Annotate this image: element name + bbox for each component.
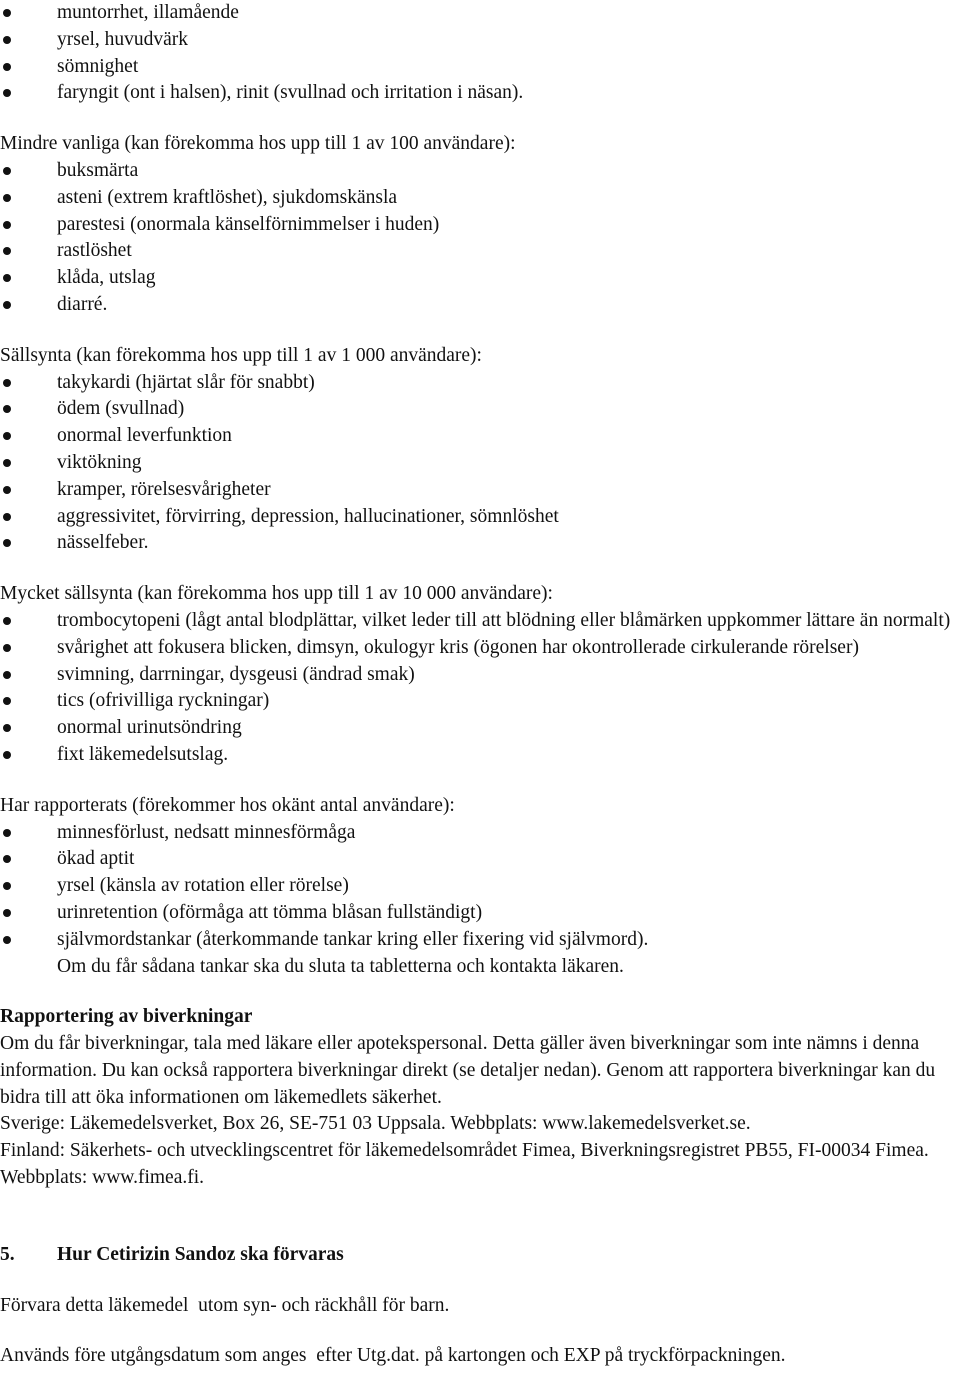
list-item: urinretention (oförmåga att tömma blåsan fullständigt) — [0, 900, 960, 927]
unknown-list — [0, 820, 960, 954]
rare-section — [0, 343, 960, 557]
reporting-section — [0, 1004, 960, 1192]
list-item: onormal urinutsöndring — [0, 715, 960, 742]
list-item: trombocytopeni (lågt antal blodplättar, vilket leder till att blödning eller blåmärken uppkommer lättare än normalt) — [0, 608, 960, 635]
reporting-finland: Finland: Säkerhets- och utvecklingscentret för läkemedelsområdet Fimea, Biverkningsregistret PB55, FI-00034 Fimea. Webbplats: www.fimea.fi. — [0, 1140, 929, 1189]
common-effects-list — [0, 0, 960, 107]
suicidal-thoughts-note: Om du får sådana tankar ska du sluta ta tabletterna och kontakta läkaren. — [57, 955, 624, 977]
list-item: aggressivitet, förvirring, depression, hallucinationer, sömnlöshet — [0, 504, 960, 531]
list-item: viktökning — [0, 450, 960, 477]
reporting-sweden: Sverige: Läkemedelsverket, Box 26, SE-751 03 Uppsala. Webbplats: www.lakemedelsverket.se. — [0, 1113, 751, 1135]
list-item: tics (ofrivilliga ryckningar) — [0, 688, 960, 715]
list-item: klåda, utslag — [0, 265, 960, 292]
unknown-frequency-section — [0, 793, 960, 981]
rare-list — [0, 370, 960, 558]
storage-paragraph-2: Används före utgångsdatum som anges efter Utg.dat. på kartongen och EXP på tryckförpackningen. — [0, 1345, 786, 1367]
list-item: sömnighet — [0, 54, 960, 81]
unknown-heading: Har rapporterats (förekommer hos okänt antal användare): — [0, 794, 455, 816]
section-title: Hur Cetirizin Sandoz ska förvaras — [57, 1243, 344, 1265]
uncommon-section — [0, 131, 960, 319]
list-item: svårighet att fokusera blicken, dimsyn, okulogyr kris (ögonen har okontrollerade cirkulerande rörelser) — [0, 635, 960, 662]
list-item: faryngit (ont i halsen), rinit (svullnad och irritation i näsan). — [0, 80, 960, 107]
uncommon-heading: Mindre vanliga (kan förekomma hos upp till 1 av 100 användare): — [0, 133, 516, 155]
very-rare-list — [0, 608, 960, 769]
list-item: fixt läkemedelsutslag. — [0, 742, 960, 769]
rare-heading: Sällsynta (kan förekomma hos upp till 1 av 1 000 användare): — [0, 344, 482, 366]
section-number: 5. — [0, 1243, 15, 1265]
reporting-paragraph: Om du får biverkningar, tala med läkare eller apotekspersonal. Detta gäller även biverkningar som inte nämns i denna information. Du kan också rapportera biverkningar direkt (se detaljer nedan). Genom att rapportera biverkningar kan du bidra till att öka informationen om läkemedlets säkerhet. — [0, 1033, 936, 1108]
list-item: onormal leverfunktion — [0, 423, 960, 450]
reporting-heading: Rapportering av biverkningar — [0, 1006, 253, 1028]
list-item: kramper, rörelsesvårigheter — [0, 477, 960, 504]
list-item: svimning, darrningar, dysgeusi (ändrad smak) — [0, 662, 960, 689]
very-rare-heading: Mycket sällsynta (kan förekomma hos upp till 1 av 10 000 användare): — [0, 583, 553, 605]
list-item: ökad aptit — [0, 846, 960, 873]
very-rare-section — [0, 581, 960, 769]
list-item: muntorrhet, illamående — [0, 0, 960, 27]
list-item: rastlöshet — [0, 238, 960, 265]
list-item: minnesförlust, nedsatt minnesförmåga — [0, 820, 960, 847]
list-item: yrsel, huvudvärk — [0, 27, 960, 54]
list-item: buksmärta — [0, 158, 960, 185]
list-item: självmordstankar (återkommande tankar kring eller fixering vid självmord). — [0, 927, 960, 954]
storage-paragraph-1: Förvara detta läkemedel utom syn- och räckhåll för barn. — [0, 1294, 450, 1316]
uncommon-list — [0, 158, 960, 319]
list-item: yrsel (känsla av rotation eller rörelse) — [0, 873, 960, 900]
list-item: ödem (svullnad) — [0, 396, 960, 423]
list-item: takykardi (hjärtat slår för snabbt) — [0, 370, 960, 397]
section-5-heading — [0, 1242, 960, 1269]
list-item: diarré. — [0, 292, 960, 319]
list-item: nässelfeber. — [0, 530, 960, 557]
list-item: asteni (extrem kraftlöshet), sjukdomskänsla — [0, 185, 960, 212]
list-item: parestesi (onormala känselförnimmelser i huden) — [0, 212, 960, 239]
